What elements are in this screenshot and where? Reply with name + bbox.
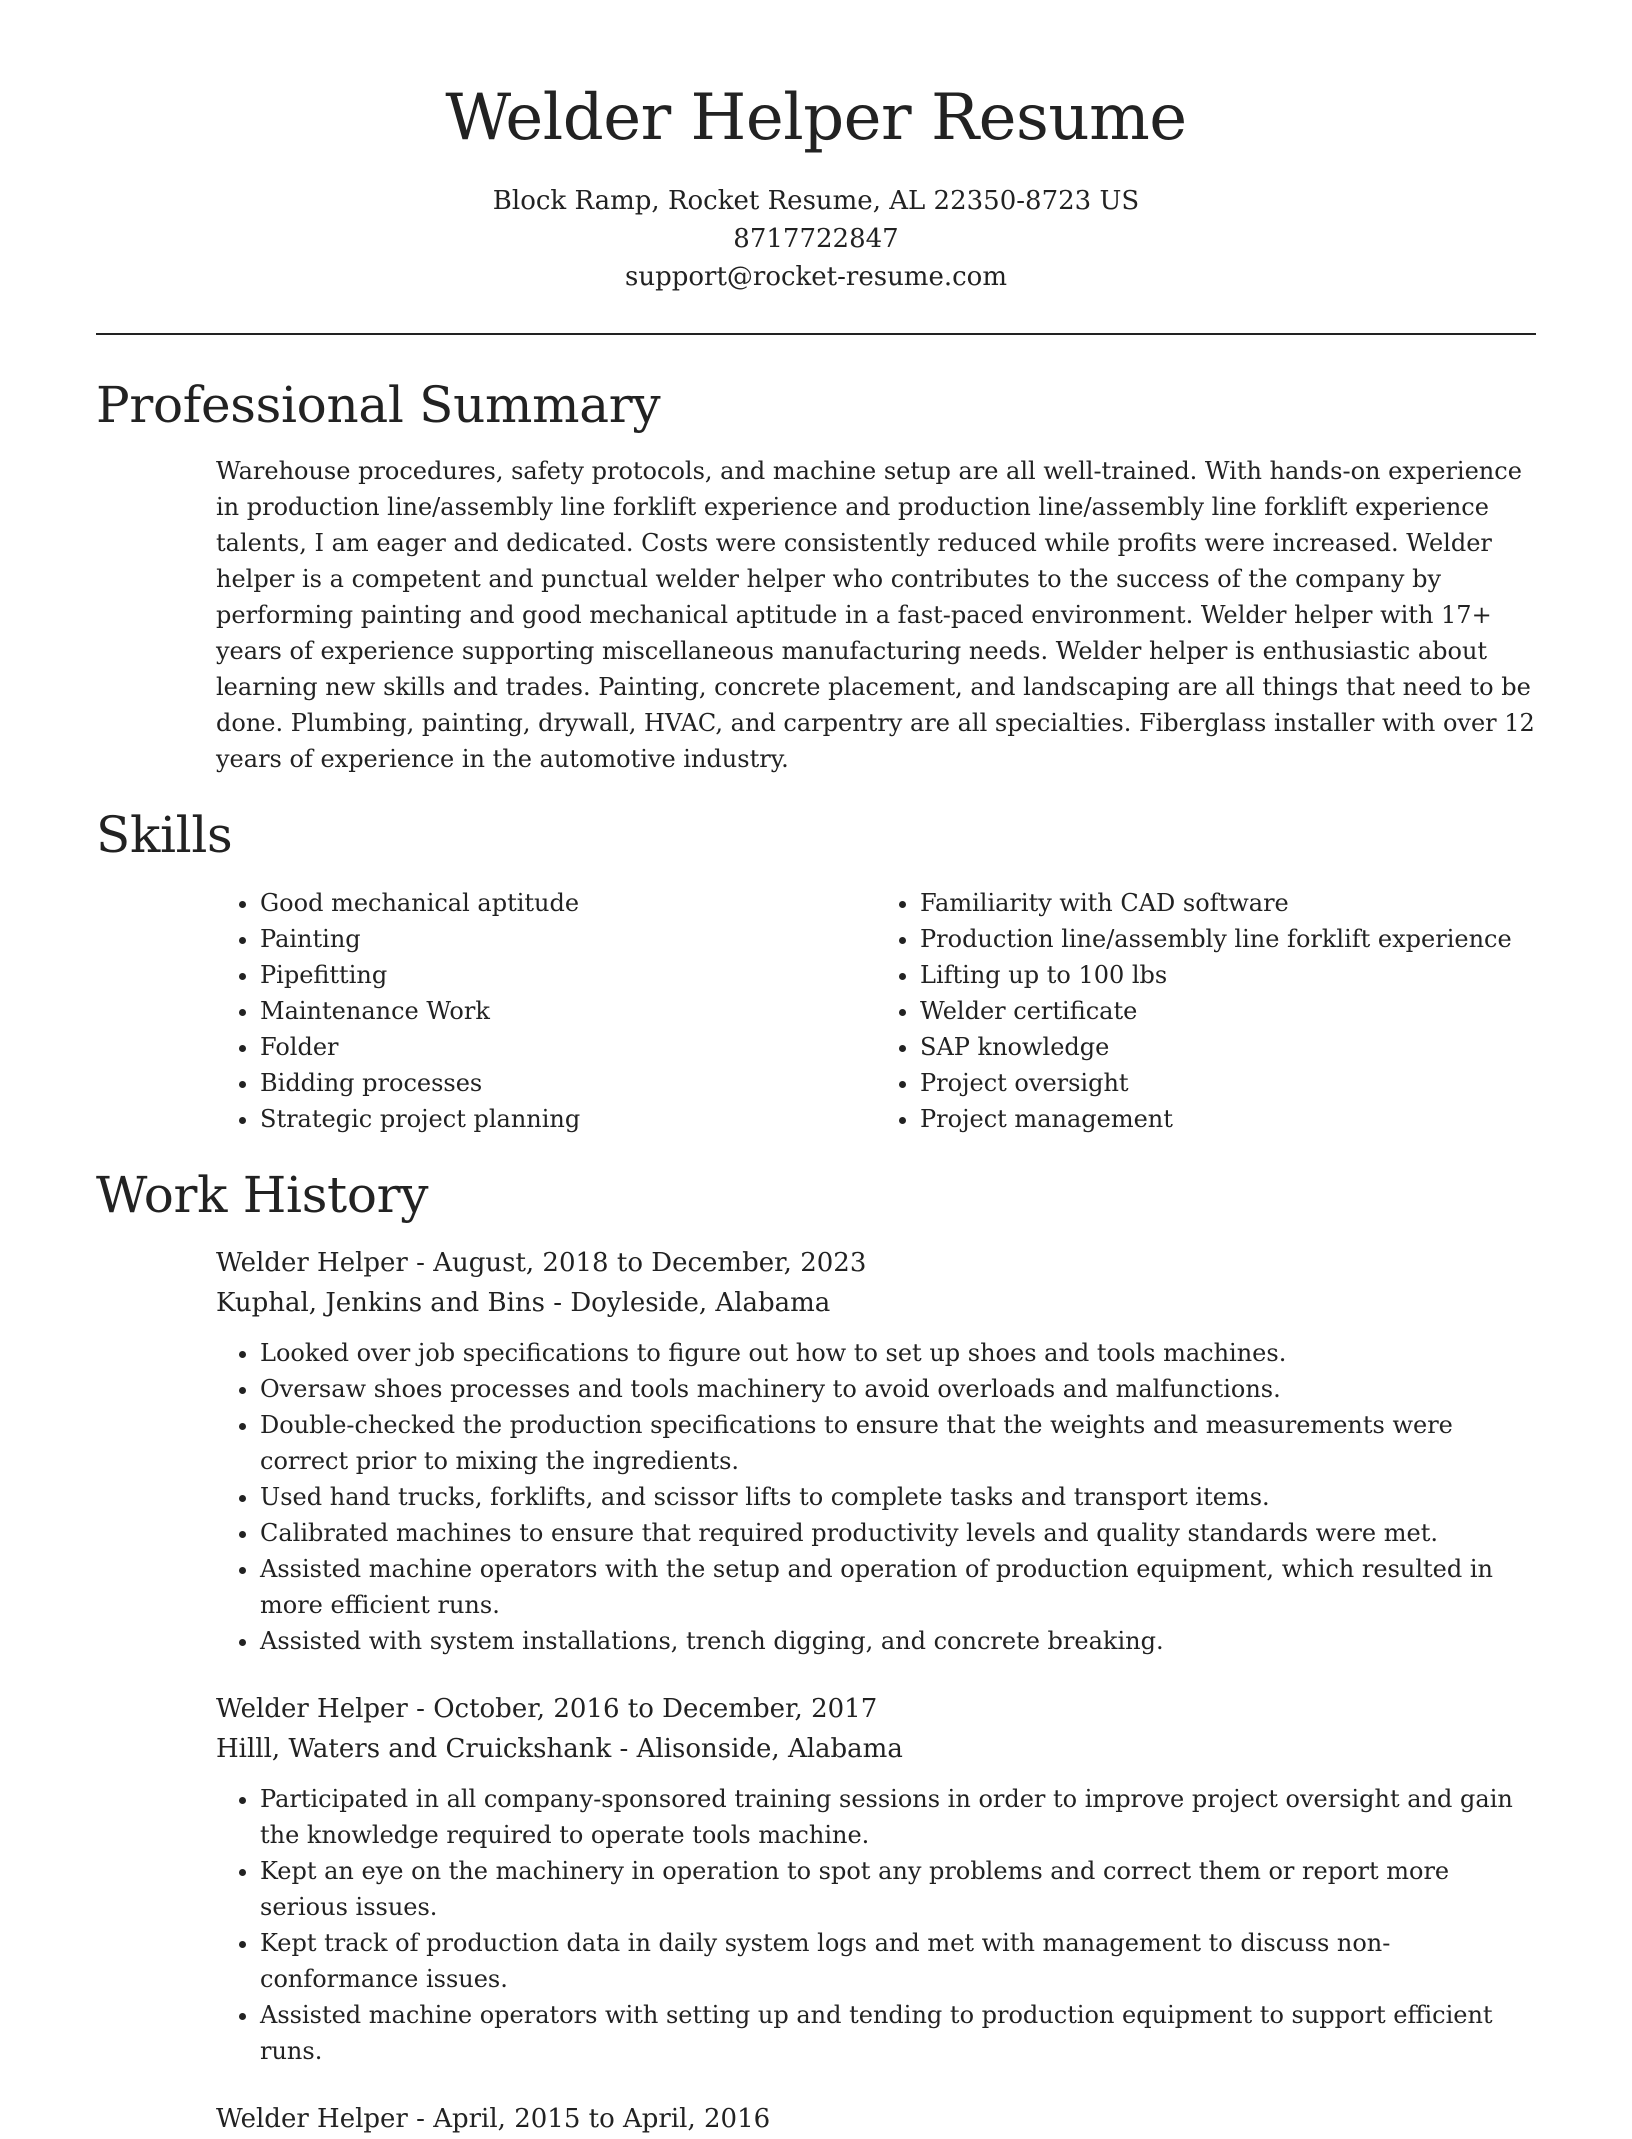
duty-item: • Looked over job specifications to figure out how to set up shoes and tools machines. — [260, 1335, 1536, 1371]
job-dates: October, 2016 to December, 2017 — [433, 1693, 878, 1724]
skills-list-left — [216, 885, 876, 1137]
skill-item: • SAP knowledge — [920, 1029, 1536, 1065]
skill-item: • Good mechanical aptitude — [260, 885, 876, 921]
work-history-section — [96, 1165, 1536, 2139]
skill-item: • Folder — [260, 1029, 876, 1065]
skill-item: • Production line/assembly line forklift experience — [920, 921, 1536, 957]
skill-item: • Strategic project planning — [260, 1101, 876, 1137]
contact-email: support@rocket-resume.com — [624, 261, 1007, 292]
job-title: Welder Helper — [216, 2103, 408, 2134]
job-dates: April, 2015 to April, 2016 — [433, 2103, 771, 2134]
duty-item: • Kept an eye on the machinery in operation to spot any problems and correct them or report more serious issues. — [260, 1853, 1536, 1925]
job-company-line: Hilll, Waters and Cruickshank - Alisonside, Alabama — [216, 1733, 903, 1764]
resume-title: Welder Helper Resume — [445, 81, 1187, 155]
duty-item: • Assisted machine operators with setting up and tending to production equipment to support efficient runs. — [260, 1997, 1536, 2069]
job-title: Welder Helper — [216, 1247, 408, 1278]
duty-item: • Assisted machine operators with the setup and operation of production equipment, which resulted in more efficient runs. — [260, 1551, 1536, 1623]
work-history-heading: Work History — [96, 1165, 429, 1224]
job-entry — [216, 1243, 1536, 1659]
duty-item: • Kept track of production data in daily system logs and met with management to discuss non-conformance issues. — [260, 1925, 1536, 1997]
skill-item: • Project oversight — [920, 1065, 1536, 1101]
duty-item: • Participated in all company-sponsored training sessions in order to improve project oversight and gain the knowledge required to operate tools machine. — [260, 1781, 1536, 1853]
job-title: Welder Helper — [216, 1693, 408, 1724]
job-location: Doyleside, Alabama — [570, 1287, 831, 1318]
job-dates: August, 2018 to December, 2023 — [433, 1247, 867, 1278]
duty-item: • Double-checked the production specifications to ensure that the weights and measurements were correct prior to mixing the ingredients. — [260, 1407, 1536, 1479]
resume-page — [96, 0, 1536, 2139]
skill-item: • Familiarity with CAD software — [920, 885, 1536, 921]
job-duties — [216, 1781, 1536, 2069]
job-company-line: Kuphal, Jenkins and Bins - Doyleside, Alabama — [216, 1287, 831, 1318]
skills-section — [96, 805, 1536, 1137]
summary-heading: Professional Summary — [96, 375, 661, 434]
skills-grid — [216, 885, 1536, 1137]
job-location: Alisonside, Alabama — [636, 1733, 903, 1764]
job-company: Kuphal, Jenkins and Bins — [216, 1287, 545, 1318]
skill-item: • Pipefitting — [260, 957, 876, 993]
contact-block — [96, 182, 1536, 296]
resume-header — [96, 0, 1536, 296]
skill-item: • Lifting up to 100 lbs — [920, 957, 1536, 993]
skills-list-right — [876, 885, 1536, 1137]
duty-item: • Assisted with system installations, trench digging, and concrete breaking. — [260, 1623, 1536, 1659]
job-company: Hilll, Waters and Cruickshank — [216, 1733, 612, 1764]
job-entry — [216, 1689, 1536, 2069]
duty-item: • Calibrated machines to ensure that required productivity levels and quality standards were met. — [260, 1515, 1536, 1551]
job-title-line: Welder Helper - October, 2016 to December, 2017 — [216, 1693, 878, 1724]
duty-item: • Used hand trucks, forklifts, and scissor lifts to complete tasks and transport items. — [260, 1479, 1536, 1515]
skill-item: • Painting — [260, 921, 876, 957]
job-entry — [216, 2099, 1536, 2139]
skill-item: • Project management — [920, 1101, 1536, 1137]
summary-section — [96, 375, 1536, 777]
contact-address: Block Ramp, Rocket Resume, AL 22350-8723 US — [492, 185, 1140, 216]
job-title-line: Welder Helper - April, 2015 to April, 2016 — [216, 2103, 771, 2134]
header-divider — [96, 333, 1536, 335]
job-duties — [216, 1335, 1536, 1659]
summary-text: Warehouse procedures, safety protocols, and machine setup are all well-trained. With hands-on experience in production line/assembly line forklift experience and production line/assembly line forklift experience talents, I am eager and dedicated. Costs were consistently reduced while profits were increased. Welder helper is a competent and punctual welder helper who contributes to the success of the company by performing painting and good mechanical aptitude in a fast-paced environment. Welder helper with 17+ years of experience supporting miscellaneous manufacturing needs. Welder helper is enthusiastic about learning new skills and trades. Painting, concrete placement, and landscaping are all things that need to be done. Plumbing, painting, drywall, HVAC, and carpentry are all specialties. Fiberglass installer with over 12 years of experience in the automotive industry. — [216, 456, 1535, 773]
duty-item: • Oversaw shoes processes and tools machinery to avoid overloads and malfunctions. — [260, 1371, 1536, 1407]
skill-item: • Bidding processes — [260, 1065, 876, 1101]
skills-heading: Skills — [96, 805, 233, 864]
skill-item: • Maintenance Work — [260, 993, 876, 1029]
skill-item: • Welder certificate — [920, 993, 1536, 1029]
contact-phone: 8717722847 — [733, 223, 899, 254]
job-title-line: Welder Helper - August, 2018 to December, 2023 — [216, 1247, 867, 1278]
